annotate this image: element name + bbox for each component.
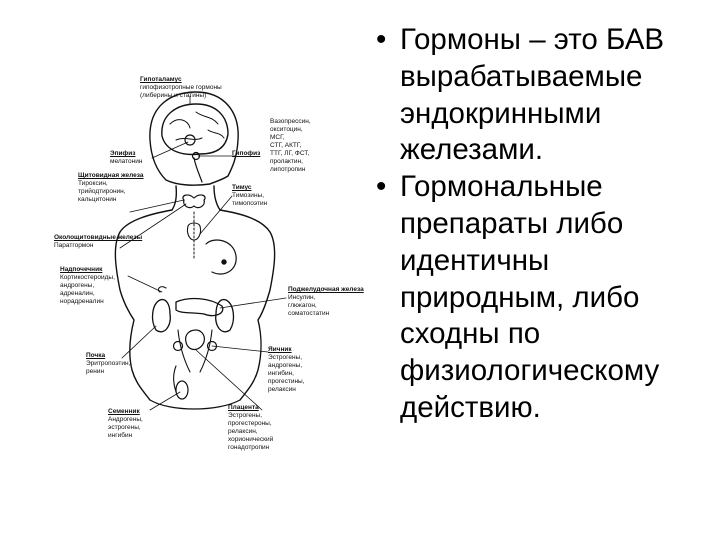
label-placenta-body: Эстрогены, прогестероны, релаксин, хорионический гонадотропин: [228, 412, 274, 451]
bullet-hormonal-drugs: [372, 169, 712, 427]
label-ovary: [268, 346, 305, 394]
label-kidney-title: Почка: [86, 352, 106, 359]
bullet-hormonal-drugs-text: Гормональные препараты либо идентичны природным, либо сходны по физиологическому действию.: [400, 170, 660, 424]
label-kidney: [86, 352, 130, 376]
right-kidney: [216, 300, 234, 332]
label-thymus-body: Тимозины, тимопоэтин: [232, 192, 268, 207]
label-pituitary-title: Гипофиз: [232, 150, 261, 157]
bullet-marker: •: [376, 23, 387, 56]
uterus-shape: [186, 330, 205, 350]
label-parathyroid-title: Околощитовидные железы: [54, 234, 143, 241]
label-pituitary-hormones-body: Вазопрессин, окситоцин, МСГ, СТГ, АКТГ, ТТГ, ЛГ, ФСТ, пролактин, липотропин: [270, 118, 311, 173]
thyroid-shape: [183, 195, 205, 208]
label-hypothalamus-title: Гипоталамус: [140, 76, 182, 83]
brain-outline: [162, 104, 228, 154]
bullet-marker: •: [376, 170, 387, 204]
label-ovary-title: Яичник: [268, 346, 292, 353]
label-parathyroid: [54, 234, 142, 250]
label-adrenal-title: Надпочечник: [60, 266, 103, 273]
label-hypothalamus-body: гипофизотропные гормоны (либерины и статины): [140, 84, 222, 99]
label-epiphysis-title: Эпифиз: [110, 150, 136, 157]
label-kidney-body: Эритропоэтин, ренин: [86, 360, 131, 375]
label-parathyroid-body: Паратгормон: [54, 242, 94, 249]
label-hypothalamus: [140, 76, 222, 100]
label-pituitary: [232, 150, 260, 158]
label-adrenal-body: Кортикостероиды, андрогены, адреналин, норадреналин: [60, 274, 115, 305]
label-thyroid-body: Тироксин, трийодтиронин, кальцитонин: [78, 180, 126, 203]
label-thymus-title: Тимус: [232, 184, 252, 191]
slide-bullet-list: [372, 22, 712, 427]
label-pancreas-title: Поджелудочная железа: [288, 286, 364, 293]
label-pancreas-body: Инсулин, глюкагон, соматостатин: [288, 294, 330, 317]
label-testes: [108, 408, 143, 440]
label-adrenal: [60, 266, 115, 306]
label-epiphysis: [110, 150, 142, 166]
label-placenta-title: Плацента: [228, 404, 259, 411]
label-pancreas: [288, 286, 364, 318]
label-thymus: [232, 184, 267, 208]
label-placenta: [228, 404, 273, 452]
label-testes-body: Андрогены, эстрогены, ингибин: [108, 416, 143, 439]
label-thyroid: [78, 172, 144, 204]
label-testes-title: Семенник: [108, 408, 140, 415]
label-pituitary-hormones: [270, 118, 311, 174]
bullet-hormones: [372, 22, 712, 169]
bullet-hormones-text: Гормоны – это БАВ вырабатываемые эндокринными железами.: [400, 23, 665, 167]
label-thyroid-title: Щитовидная железа: [78, 172, 144, 179]
neck-outline: [172, 186, 220, 210]
label-ovary-body: Эстрогены, андрогены, ингибин, прогестины, релаксин: [268, 354, 305, 393]
label-epiphysis-body: мелатонин: [110, 158, 143, 165]
